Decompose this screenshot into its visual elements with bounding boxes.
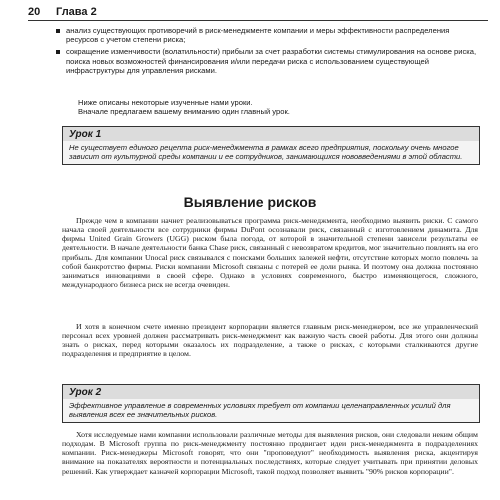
body-paragraph: Хотя исследуемые нами компании использовали различные методы для выявления рисков, они следовали неким общим подходам. В Microsoft группа по риск-менеджменту постоянно продвигает идеи риск-менеджмента в подразделениях компании. Риск-менеджеры Microsoft говорят, что они "проповедуют" необходимость выявления риска, акцентируя внимание на показателях вероятности и потенциальных последствиях, которые следует учитывать при принятии деловых решений. Как утверждает казначей корпорации Microsoft, такой подход позволяет выявить "90% рисков корпорации". xyxy=(62,430,478,476)
body-paragraph: Прежде чем в компании начнет реализовываться программа риск-менеджмента, необходимо выявить риски. С самого начала своей деятельности все сотрудники фирмы DuPont осознавали риск, связанный с изготовлением динамита. Для фирмы United Grain Growers (UGG) риском была погода, от которой в значительной степени зависели результаты ее деятельности. В начале деятельности банка Chase риск, связанный с невозвратом кредитов, мог значительно повлиять на его прибыль. Для компании Unocal риск связывался с поисками больших залежей нефти, отсутствие которых могло повлечь за собой банкротство фирмы. Риски компании Microsoft связаны с потерей ее доли рынка. И поэтому она должна постоянно заниматься инновациями в своей сфере. Однако в условиях современного, быстро изменяющегося, сложного, международного бизнеса риск не всегда очевиден. xyxy=(62,216,478,290)
lesson-text: Не существует единого рецепта риск-менеджмента в рамках всего предприятия, поскольку очень многое зависит от культурной среды компании и ее сотрудников, занимающихся нововведениями в этой области. xyxy=(69,143,463,162)
bullet-item: анализ существующих противоречий в риск-менеджменте компании и меры эффективности распределения ресурсов с учетом степени риска; xyxy=(66,26,478,44)
bullet-list xyxy=(66,26,478,78)
chapter-title: Глава 2 xyxy=(56,6,97,18)
intro-line: Вначале предлагаем вашему вниманию один главный урок. xyxy=(78,107,290,116)
header-rule xyxy=(28,20,488,21)
intro-line: Ниже описаны некоторые изученные нами уроки. xyxy=(78,98,253,107)
lesson-box-2 xyxy=(62,384,480,423)
body-paragraph: И хотя в конечном счете именно президент корпорации является главным риск-менеджером, все же управленческий персонал всех уровней должен рассматривать риск-менеджмент как важную часть своей работы. Для этого они должны знать о рисках, перед которыми оказалось их подразделение, а также о рисках, с которыми сталкиваются другие подразделения и предприятие в целом. xyxy=(62,322,478,359)
lesson-title: Урок 2 xyxy=(63,385,479,399)
page-header xyxy=(28,6,488,20)
page-number: 20 xyxy=(28,6,41,18)
section-heading: Выявление рисков xyxy=(183,194,317,210)
lesson-text: Эффективное управление в современных условиях требует от компании целенаправленных усилий для выявления всех ее значительных рисков. xyxy=(69,401,451,420)
bullet-item: сокращение изменчивости (волатильности) прибыли за счет разработки системы стимулирования на основе риска, поиска новых возможностей финансирования и/или передачи риска с использованием существующей инфраструктуры для управления рисками. xyxy=(66,47,477,75)
lesson-title: Урок 1 xyxy=(63,127,479,141)
lesson-box-1 xyxy=(62,126,480,165)
